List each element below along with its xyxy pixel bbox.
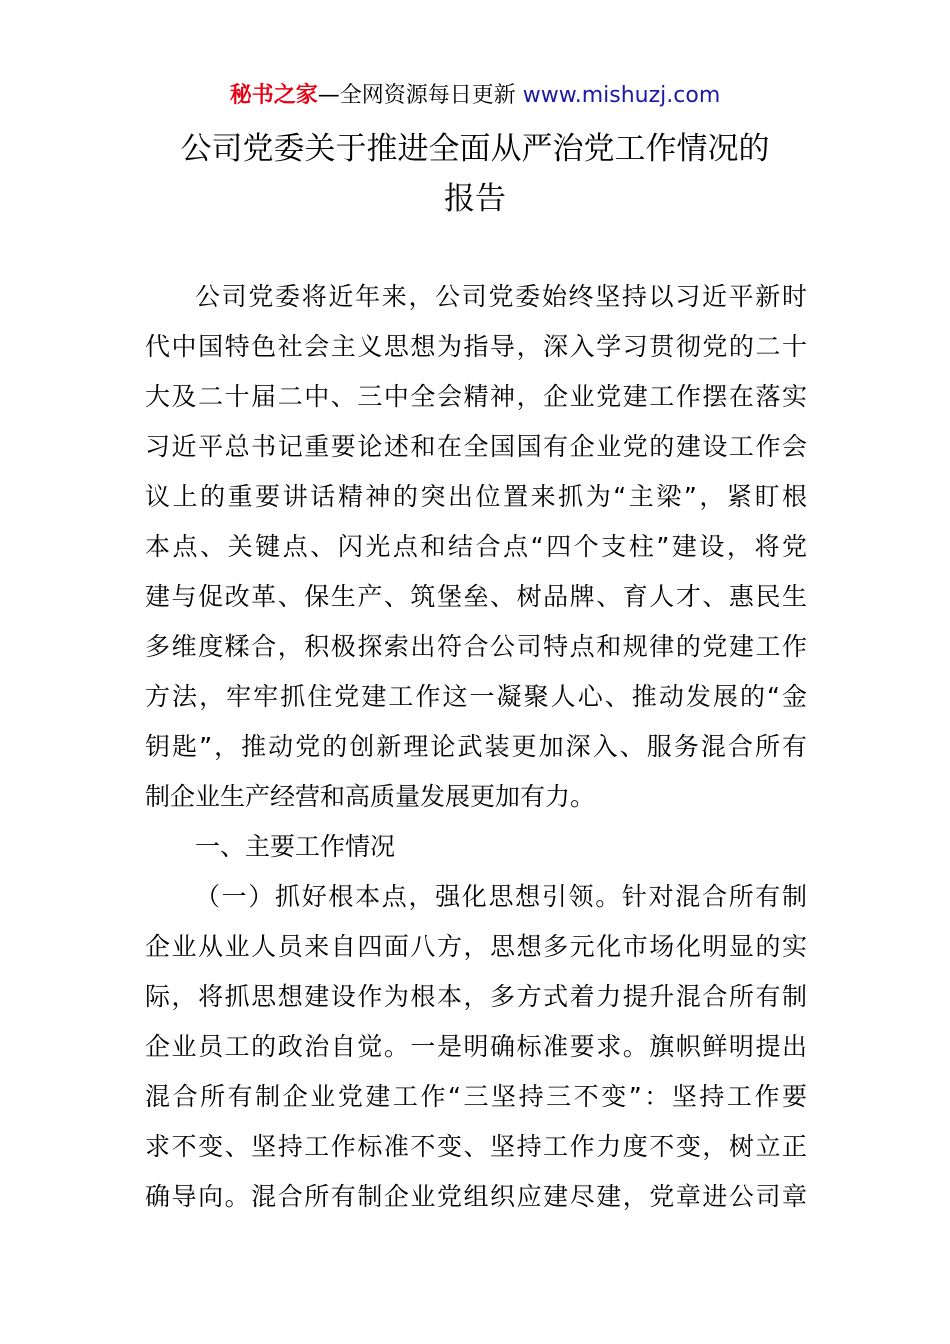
- site-header: [0, 80, 950, 112]
- body-line: 企业员工的政治自觉。一是明确标准要求。旗帜鲜明提出: [145, 1032, 807, 1061]
- section-heading: 一、主要工作情况: [195, 832, 396, 861]
- body-line: 制企业生产经营和高质量发展更加有力。: [145, 782, 596, 811]
- body-line: 议上的重要讲话精神的突出位置来抓为“主梁”，紧盯根: [145, 482, 807, 511]
- body-line: 际，将抓思想建设作为根本，多方式着力提升混合所有制: [145, 982, 807, 1011]
- body-line: 求不变、坚持工作标准不变、坚持工作力度不变，树立正: [145, 1132, 807, 1161]
- body-line: 钥匙”，推动党的创新理论武装更加深入、服务混合所有: [145, 732, 807, 761]
- body-line: 公司党委将近年来，公司党委始终坚持以习近平新时: [195, 282, 807, 311]
- body-line: 多维度糅合，积极探索出符合公司特点和规律的党建工作: [145, 632, 807, 661]
- body-line: 方法，牢牢抓住党建工作这一凝聚人心、推动发展的“金: [145, 682, 807, 711]
- site-brand: 秘书之家: [229, 83, 318, 108]
- body-line: 本点、关键点、闪光点和结合点“四个支柱”建设，将党: [145, 532, 807, 561]
- body-line: 代中国特色社会主义思想为指导，深入学习贯彻党的二十: [145, 332, 807, 361]
- body-line: （一）抓好根本点，强化思想引领。针对混合所有制: [195, 882, 807, 911]
- document-body: [145, 272, 807, 1222]
- body-line: 大及二十届二中、三中全会精神，企业党建工作摆在落实: [145, 382, 807, 411]
- document-title-line-2: 报告: [444, 181, 506, 217]
- body-line: 习近平总书记重要论述和在全国国有企业党的建设工作会: [145, 432, 807, 461]
- body-line: 建与促改革、保生产、筑堡垒、树品牌、育人才、惠民生: [145, 582, 807, 611]
- site-url-link[interactable]: www.mishuzj.com: [522, 83, 721, 108]
- site-tagline: —全网资源每日更新: [317, 83, 516, 108]
- document-title-line-1: 公司党委关于推进全面从严治党工作情况的: [180, 131, 770, 167]
- body-line: 混合所有制企业党建工作“三坚持三不变”：坚持工作要: [145, 1082, 807, 1111]
- body-line: 确导向。混合所有制企业党组织应建尽建，党章进公司章: [145, 1182, 807, 1211]
- body-line: 企业从业人员来自四面八方，思想多元化市场化明显的实: [145, 932, 807, 961]
